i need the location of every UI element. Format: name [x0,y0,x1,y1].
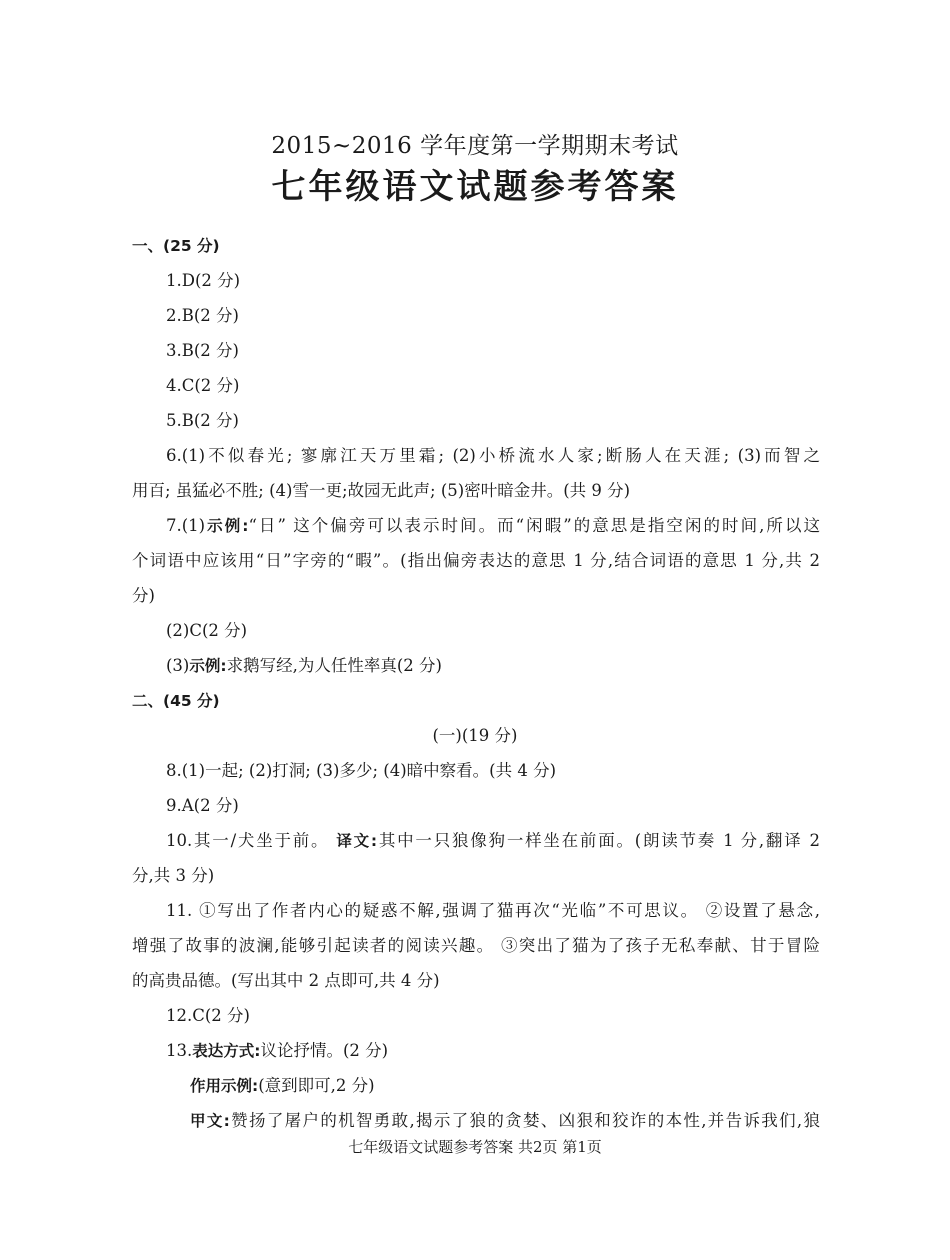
answer-q13-text-a [190,1110,820,1132]
answer-q10-line2: 分,共 3 分) [132,866,215,885]
q7-3-number: (3) [166,656,190,675]
answer-q7-2: (2)C(2 分) [166,621,248,640]
q7-number: 7.(1) [166,516,206,535]
answer-q10-line1 [166,830,820,852]
answer-q4: 4.C(2 分) [166,376,240,395]
answer-q1: 1.D(2 分) [166,271,241,290]
subsection-heading: (一)(19 分) [432,726,518,745]
section-heading-1: 一、(25 分) [132,237,220,255]
answer-q13-example [190,1075,375,1097]
q13-expression-label: 表达方式: [192,1042,261,1060]
answer-q11-line3: 的高贵品德。(写出其中 2 点即可,共 4 分) [132,971,440,990]
answer-q6-line1: 6.(1)不似春光; 寥廓江天万里霜; (2)小桥流水人家;断肠人在天涯; (3)而智之 [166,446,820,465]
answer-q7-3 [166,655,442,677]
q13-example-label: 作用示例: [190,1077,259,1095]
answer-q12: 12.C(2 分) [166,1006,250,1025]
q13-number: 13. [166,1041,193,1060]
answer-q5: 5.B(2 分) [166,411,239,430]
section-heading-2: 二、(45 分) [132,692,220,710]
answer-q7-line3: 分) [132,586,155,605]
q10-translation: 其中一只狼像狗一样坐在前面。(朗读节奏 1 分,翻译 2 [377,831,821,850]
q13-expression: 议论抒情。(2 分) [260,1041,389,1060]
q7-text: “日” 这个偏旁可以表示时间。而“闲暇”的意思是指空闲的时间,所以这 [248,516,820,535]
answer-q2: 2.B(2 分) [166,306,239,325]
answer-q3: 3.B(2 分) [166,341,239,360]
answer-q9: 9.A(2 分) [166,796,239,815]
q10-text: 10.其一/犬坐于前。 [166,831,337,850]
page-footer: 七年级语文试题参考答案 共2页 第1页 [348,1138,602,1156]
exam-term-title: 2015~2016 学年度第一学期期末考试 [271,133,679,159]
page-title: 七年级语文试题参考答案 [271,167,679,207]
q7-3-text: 求鹅写经,为人任性率真(2 分) [226,656,442,675]
q13-text-a-content: 赞扬了屠户的机智勇敢,揭示了狼的贪婪、凶狠和狡诈的本性,并告诉我们,狼 [229,1111,820,1130]
q13-example-note: (意到即可,2 分) [258,1076,375,1095]
answer-q13 [166,1040,388,1062]
answer-q6-line2: 用百; 虽猛必不胜; (4)雪一更;故园无此声; (5)密叶暗金井。(共 9 分) [132,481,631,500]
q7-example-label: 示例: [205,517,249,535]
q13-text-a-label: 甲文: [190,1112,230,1130]
answer-q8: 8.(1)一起; (2)打洞; (3)多少; (4)暗中察看。(共 4 分) [166,761,557,780]
answer-q11-line2: 增强了故事的波澜,能够引起读者的阅读兴趣。 ③突出了猫为了孩子无私奉献、甘于冒险 [132,936,820,955]
answer-q7-line1 [166,515,820,537]
answer-q7-line2: 个词语中应该用“日”字旁的“暇”。(指出偏旁表达的意思 1 分,结合词语的意思 1 分,共 2 [132,551,820,570]
q7-3-example-label: 示例: [189,657,227,675]
answer-q11-line1: 11. ①写出了作者内心的疑惑不解,强调了猫再次“光临”不可思议。 ②设置了悬念, [166,901,820,920]
q10-translation-label: 译文: [336,832,378,850]
